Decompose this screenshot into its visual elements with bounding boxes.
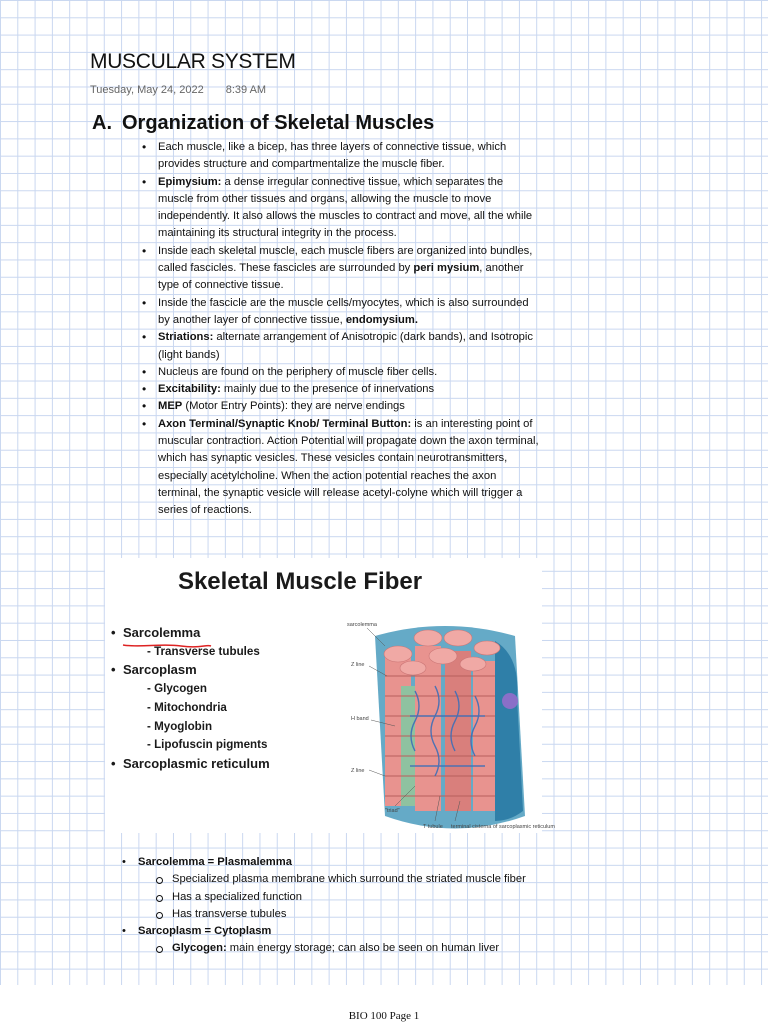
list-item: • Sarcolemma = Plasmalemma bbox=[120, 854, 540, 871]
list-item: • Inside each skeletal muscle, each muscle fibers are organized into bundles, called fascicles. These fascicles are surrounded by peri mysium, another type of connective tissue. bbox=[140, 243, 540, 295]
skeletal-muscle-figure bbox=[105, 558, 555, 833]
page-timestamp bbox=[90, 84, 266, 96]
page-footer: BIO 100 Page 1 bbox=[348, 1010, 420, 1022]
list-item: • Sarcoplasm bbox=[111, 661, 270, 680]
list-item: • Nucleus are found on the periphery of muscle fiber cells. bbox=[140, 364, 540, 381]
section-title: Organization of Skeletal Muscles bbox=[122, 112, 435, 134]
list-item: - Mitochondria bbox=[147, 700, 227, 714]
list-item: • Striations: alternate arrangement of Anisotropic (dark bands), and Isotropic (light bands) bbox=[140, 329, 540, 364]
list-item: • Sarcoplasm = Cytoplasm bbox=[120, 923, 540, 940]
list-item: - Lipofuscin pigments bbox=[147, 738, 268, 752]
label-h-band: H band bbox=[351, 716, 369, 722]
list-item: • Axon Terminal/Synaptic Knob/ Terminal Button: is an interesting point of muscular contraction. Action Potential will propagate down the axon terminal, which has synaptic vesicles. These vesicles contain neurotransmitters, especially acetylcholine. When the action potential reaches the axon terminal, the synaptic vesicle will release acetyl-colyne which will trigger a series of reactions. bbox=[140, 416, 540, 520]
list-item: - Transverse tubules bbox=[147, 644, 260, 658]
section-letter: A. bbox=[92, 112, 112, 134]
list-item: • Sarcoplasmic reticulum bbox=[111, 755, 270, 774]
page-title: MUSCULAR SYSTEM bbox=[90, 50, 296, 73]
label-z-line: Z line bbox=[351, 662, 365, 668]
list-item: Specialized plasma membrane which surround the striated muscle fiber bbox=[120, 871, 540, 888]
list-item: • Sarcolemma bbox=[111, 624, 270, 643]
page-date: Tuesday, May 24, 2022 bbox=[90, 84, 204, 96]
list-item: • Each muscle, like a bicep, has three layers of connective tissue, which provides structure and compartmentalize the muscle fiber. bbox=[140, 139, 540, 174]
list-item: Has transverse tubules bbox=[120, 906, 540, 923]
section-heading bbox=[92, 112, 434, 135]
list-item: • Excitability: mainly due to the presence of innervations bbox=[140, 381, 540, 398]
list-item: • MEP (Motor Entry Points): they are nerve endings bbox=[140, 398, 540, 415]
label-z-line-lower: Z line bbox=[351, 768, 365, 774]
label-t-tubule: T tubule bbox=[423, 824, 443, 830]
list-item: Glycogen: main energy storage; can also be seen on human liver bbox=[120, 940, 540, 957]
figure-title: Skeletal Muscle Fiber bbox=[177, 568, 423, 595]
label-terminal-cisterna: terminal cisterna of sarcoplasmic reticulum bbox=[451, 824, 555, 830]
notes-bullet-list bbox=[140, 139, 540, 520]
list-item: Has a specialized function bbox=[120, 889, 540, 906]
list-item: • Epimysium: a dense irregular connective tissue, which separates the muscle from other tissues and organs, allowing the muscle to move independently. It also allows the muscles to contract and move, all the while maintaining its structural integrity in the process. bbox=[140, 174, 540, 243]
list-item: • Inside the fascicle are the muscle cells/myocytes, which is also surrounded by another layer of connective tissue, endomysium. bbox=[140, 295, 540, 330]
figure-list bbox=[111, 624, 270, 774]
list-item: - Myoglobin bbox=[147, 719, 213, 733]
label-sarcolemma: sarcolemma bbox=[347, 622, 377, 628]
page-time: 8:39 AM bbox=[225, 84, 267, 96]
list-item: - Glycogen bbox=[147, 682, 207, 696]
definitions-list bbox=[120, 854, 540, 958]
muscle-fiber-illustration bbox=[345, 616, 555, 833]
label-triad: "triad" bbox=[385, 808, 400, 814]
